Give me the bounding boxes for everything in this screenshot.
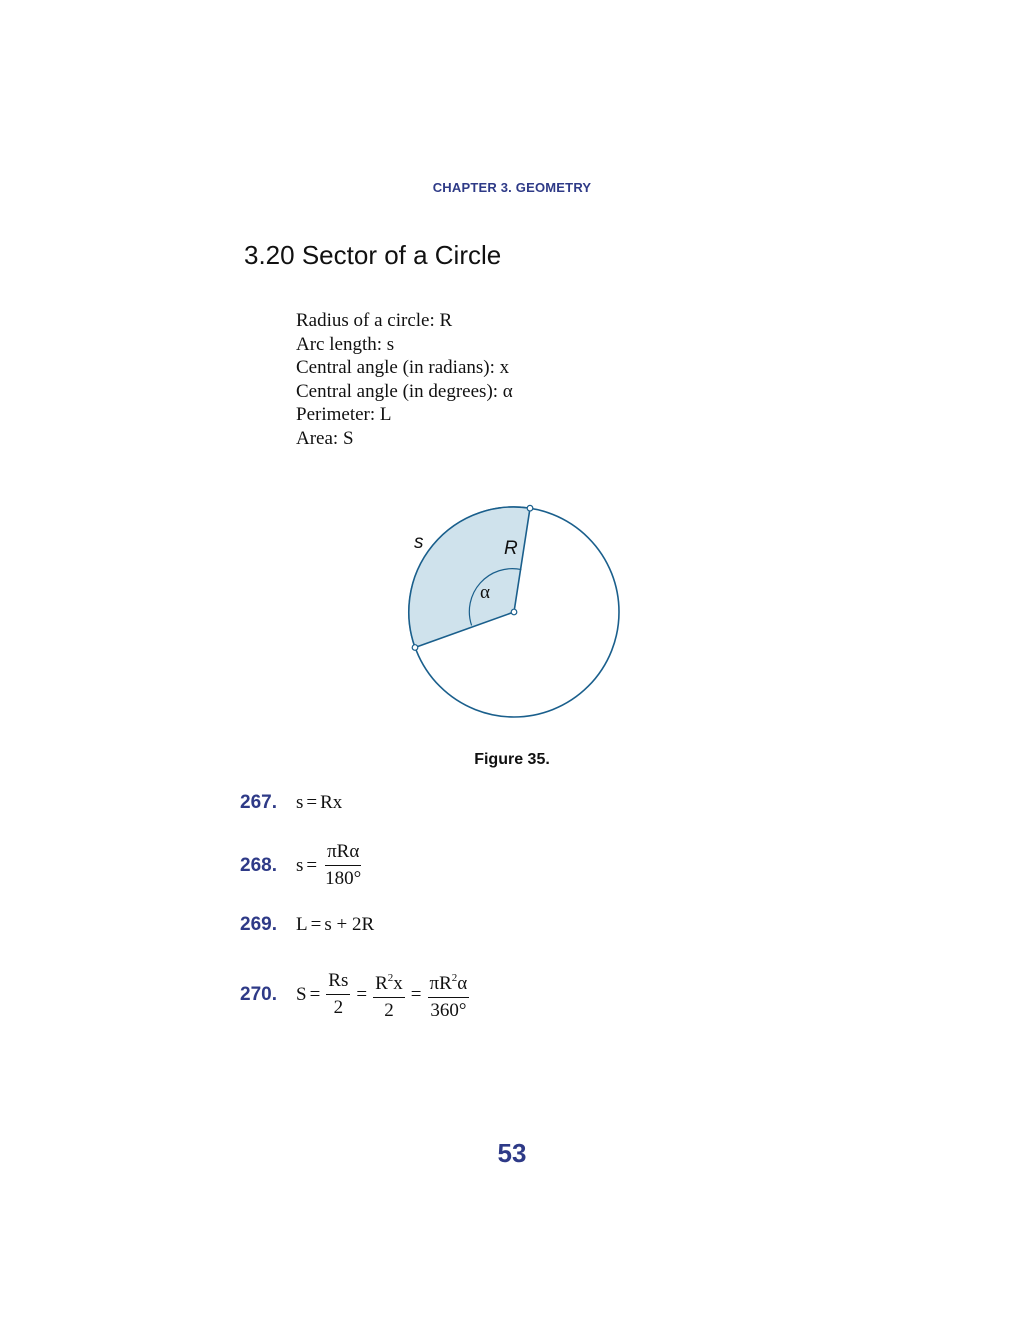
formula-lhs: s <box>296 854 304 876</box>
center-point <box>511 609 517 615</box>
figure-caption: Figure 35. <box>474 751 550 768</box>
arc-endpoint-left <box>412 645 418 651</box>
formula-rhs: Rx <box>320 792 343 813</box>
equals-sign: = <box>410 983 422 1005</box>
numerator-tail: x <box>393 973 403 994</box>
formula-expression <box>296 841 366 890</box>
definition-angle-degrees: Central angle (in degrees): α <box>296 380 513 402</box>
fraction <box>428 967 470 1022</box>
equals-sign: = <box>309 983 321 1005</box>
sector-fill <box>409 507 530 648</box>
fraction-numerator <box>373 967 405 998</box>
definitions-list <box>296 309 513 450</box>
formula-268 <box>240 841 366 890</box>
fraction <box>326 970 350 1019</box>
angle-label: α <box>480 582 490 603</box>
formula-expression <box>296 967 472 1022</box>
formula-number: 268. <box>240 854 277 876</box>
page-number: 53 <box>497 1138 527 1168</box>
arc-endpoint-top <box>527 505 533 511</box>
equals-sign: = <box>356 983 368 1005</box>
numerator-base: πR <box>429 973 452 994</box>
fraction <box>323 841 363 890</box>
sector-diagram <box>395 498 635 730</box>
formula-lhs: s <box>296 792 304 813</box>
fraction <box>373 967 405 1022</box>
equals-sign: = <box>306 854 318 876</box>
arc-label: s <box>414 532 424 553</box>
formula-number: 270. <box>240 983 277 1005</box>
formula-number: 267. <box>240 792 277 813</box>
formula-270 <box>240 967 472 1022</box>
definition-perimeter: Perimeter: L <box>296 404 392 425</box>
formula-number: 269. <box>240 914 277 935</box>
formula-rhs: s + 2R <box>324 914 375 935</box>
numerator-tail: α <box>457 973 468 994</box>
formula-267 <box>240 792 342 814</box>
equals-sign: = <box>306 792 318 813</box>
fraction-denominator: 360° <box>430 1000 467 1021</box>
fraction-numerator: Rs <box>326 970 350 995</box>
equals-sign: = <box>310 914 322 935</box>
fraction-numerator <box>428 967 470 998</box>
formula-lhs: S <box>296 983 307 1005</box>
formula-expression <box>296 914 374 936</box>
chapter-header: CHAPTER 3. GEOMETRY <box>432 180 592 195</box>
exponent: 2 <box>387 972 394 984</box>
fraction-numerator: πRα <box>325 841 361 866</box>
numerator-base: R <box>375 973 388 994</box>
formula-lhs: L <box>296 914 308 935</box>
exponent: 2 <box>451 972 458 984</box>
definition-angle-radians: Central angle (in radians): x <box>296 357 510 378</box>
fraction-denominator: 2 <box>384 1000 394 1021</box>
definition-area: Area: S <box>296 427 354 449</box>
formula-269 <box>240 914 374 936</box>
formula-expression <box>296 792 342 814</box>
definition-radius: Radius of a circle: R <box>296 310 453 331</box>
radius-label: R <box>504 538 518 559</box>
definition-arc-length: Arc length: s <box>296 333 395 355</box>
fraction-denominator: 2 <box>333 997 344 1018</box>
section-title: 3.20 Sector of a Circle <box>244 240 502 270</box>
fraction-denominator: 180° <box>325 868 362 889</box>
